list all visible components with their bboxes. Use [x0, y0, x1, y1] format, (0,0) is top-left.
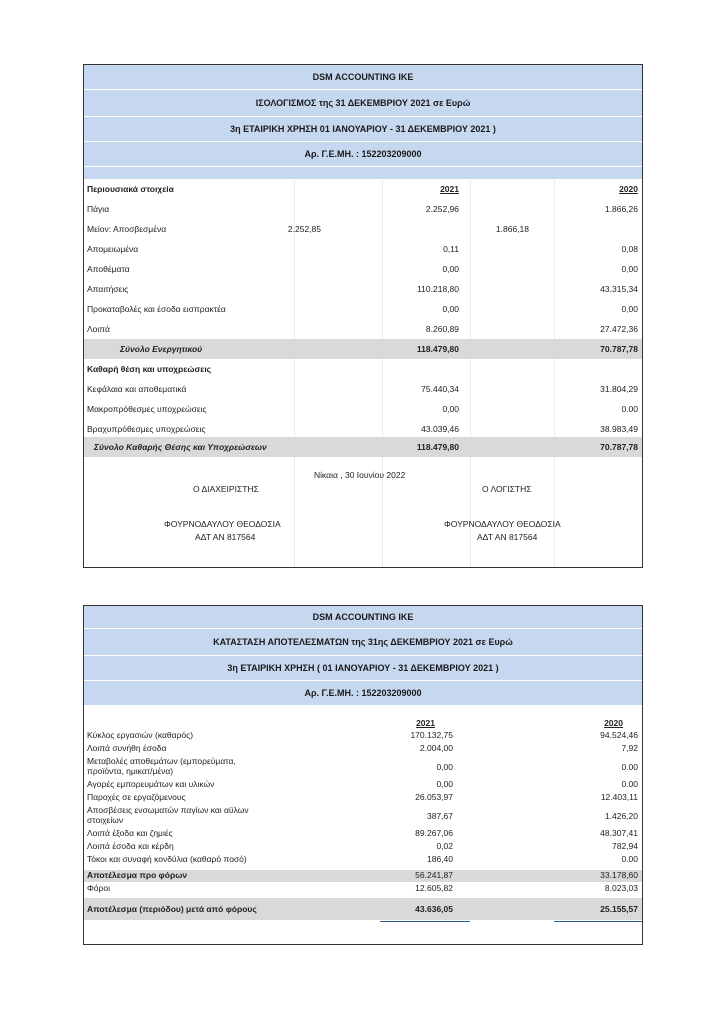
pretax-label: Αποτέλεσμα προ φόρων — [87, 870, 188, 880]
liability-2021: 43.039,46 — [421, 424, 459, 434]
total-assets-row — [84, 339, 642, 359]
net-result-2020: 25.155,57 — [600, 904, 638, 914]
income-label: Λοιπά συνήθη έσοδα — [87, 743, 167, 753]
asset-net-2020: 1.866,26 — [604, 204, 638, 214]
manager-title: Ο ΔΙΑΧΕΙΡΙΣΤΗΣ — [193, 484, 259, 494]
asset-label: Πάγια — [87, 204, 110, 214]
liability-label: Μακροπρόθεσμες υποχρεώσεις — [87, 404, 207, 414]
income-2020: 1.426,20 — [604, 811, 638, 821]
company-name: DSM ACCOUNTING IKE — [84, 606, 642, 629]
income-2020: 7,92 — [621, 743, 638, 753]
asset-row — [84, 219, 642, 239]
balance-title: ΙΣΟΛΟΓΙΣΜΟΣ της 31 ΔΕΚΕΜΒΡΙΟΥ 2021 σε Ευρώ — [84, 90, 642, 117]
asset-net-2021: 8.260,89 — [425, 324, 459, 334]
asset-net-2021: 110.218,80 — [417, 284, 459, 294]
asset-label: Αποθέματα — [87, 264, 130, 274]
income-2020: 12.403,11 — [600, 792, 638, 802]
tax-2020: 8.023,03 — [604, 883, 638, 893]
tax-label: Φόροι — [87, 883, 110, 893]
underline-2021 — [380, 921, 470, 922]
asset-gross-2020: 1.866,18 — [495, 224, 529, 234]
income-2021: 0,02 — [436, 841, 453, 851]
total-liabilities-2021: 118.479,80 — [416, 442, 459, 452]
income-2020: 0.00 — [621, 762, 638, 772]
income-2021: 2.004,00 — [419, 743, 453, 753]
income-label: Λοιπά έσοδα και κέρδη — [87, 841, 174, 851]
gemi-number: Αρ. Γ.Ε.ΜΗ. : 152203209000 — [84, 142, 642, 167]
income-2020: 48.307,41 — [600, 828, 638, 838]
income-2020: 94.524,46 — [600, 730, 638, 740]
manager-name: ΦΟΥΡΝΟΔΑΥΛΟΥ ΘΕΟΔΟΣΙΑ — [164, 519, 281, 529]
asset-label: Απαιτήσεις — [87, 284, 129, 294]
income-row — [84, 854, 642, 866]
underline-2020 — [554, 921, 642, 922]
income-row — [84, 805, 642, 827]
income-label-cont: στοιχείων — [87, 815, 124, 825]
asset-gross-2021: 2.252,85 — [287, 224, 321, 234]
asset-net-2020: 0,08 — [621, 244, 638, 254]
asset-net-2020: 0,00 — [621, 264, 638, 274]
balance-sheet-panel — [83, 64, 643, 568]
asset-row — [84, 319, 642, 339]
income-title: ΚΑΤΑΣΤΑΣΗ ΑΠΟΤΕΛΕΣΜΑΤΩΝ της 31ης ΔΕΚΕΜΒΡΙΟΥ 2021 σε Ευρώ — [84, 629, 642, 656]
liability-row — [84, 399, 642, 419]
income-label: Λοιπά έξοδα και ζημιές — [87, 828, 173, 838]
total-assets-2021: 118.479,80 — [416, 344, 459, 354]
income-row — [84, 756, 642, 778]
year-current: 2021 — [416, 718, 435, 728]
liability-label: Βραχυπρόθεσμες υποχρεώσεις — [87, 424, 206, 434]
company-name: DSM ACCOUNTING IKE — [84, 65, 642, 90]
asset-net-2020: 43.315,34 — [600, 284, 638, 294]
net-result-2021: 43.636,05 — [415, 904, 453, 914]
income-label: Παροχές σε εργαζόμενους — [87, 792, 186, 802]
net-result-label: Αποτέλεσμα (περιόδου) μετά από φόρους — [87, 904, 257, 914]
asset-row — [84, 299, 642, 319]
income-row — [84, 730, 642, 742]
assets-heading: Περιουσιακά στοιχεία — [87, 184, 174, 194]
year-current: 2021 — [440, 184, 459, 194]
total-liabilities-2020: 70.787,78 — [600, 442, 638, 452]
income-row — [84, 779, 642, 791]
asset-label: Μείον: Αποσβεσμένα — [87, 224, 167, 234]
liability-2020: 0.00 — [621, 404, 638, 414]
income-2021: 0,00 — [436, 762, 453, 772]
income-label: Κύκλος εργασιών (καθαρός) — [87, 730, 194, 740]
net-result-row — [84, 898, 642, 920]
income-row — [84, 792, 642, 804]
liability-2021: 0,00 — [442, 404, 459, 414]
income-row — [84, 743, 642, 755]
pretax-2021: 56.241,87 — [415, 870, 453, 880]
asset-row — [84, 259, 642, 279]
asset-net-2021: 2.252,96 — [425, 204, 459, 214]
manager-id: ΑΔΤ ΑΝ 817564 — [195, 532, 256, 542]
income-2021: 170.132,75 — [410, 730, 453, 740]
income-label-cont: προϊόντα, ημικατ/μένα) — [87, 766, 174, 776]
asset-label: Λοιπά — [87, 324, 110, 334]
pretax-row — [84, 870, 642, 882]
income-2021: 26.053,97 — [415, 792, 453, 802]
income-statement-panel — [83, 605, 643, 945]
gemi-number: Αρ. Γ.Ε.ΜΗ. : 152203209000 — [84, 681, 642, 706]
pretax-2020: 33.178,60 — [600, 870, 638, 880]
asset-net-2021: 0,00 — [442, 304, 459, 314]
accountant-name: ΦΟΥΡΝΟΔΑΥΛΟΥ ΘΕΟΔΟΣΙΑ — [444, 519, 561, 529]
accountant-id: ΑΔΤ ΑΝ 817564 — [477, 532, 538, 542]
liability-2020: 31.804,29 — [600, 384, 638, 394]
asset-net-2021: 0,11 — [443, 244, 459, 254]
place-date: Νίκαια , 30 Ιουνίου 2022 — [314, 470, 406, 480]
income-2020: 0.00 — [621, 779, 638, 789]
income-label: Αγορές εμπορευμάτων και υλικών — [87, 779, 215, 789]
income-2021: 186,40 — [427, 854, 453, 864]
asset-label: Απομειωμένα — [87, 244, 139, 254]
liability-2021: 75.440,34 — [421, 384, 459, 394]
income-label: Αποσβέσεις ενσωματών παγίων και αϋλων — [87, 805, 249, 815]
income-2021: 387,67 — [427, 811, 453, 821]
income-2021: 0,00 — [436, 779, 453, 789]
equity-heading-row — [84, 359, 642, 379]
year-previous: 2020 — [604, 718, 623, 728]
income-2021: 89.267,06 — [415, 828, 453, 838]
asset-row — [84, 279, 642, 299]
asset-net-2020: 27.472,36 — [600, 324, 638, 334]
year-previous: 2020 — [619, 184, 638, 194]
total-liabilities-row — [84, 437, 642, 457]
fiscal-period: 3η ΕΤΑΙΡΙΚΗ ΧΡΗΣΗ 01 ΙΑΝΟΥΑΡΙΟΥ - 31 ΔΕΚΕΜΒΡΙΟΥ 2021 ) — [84, 117, 642, 142]
total-liabilities-label: Σύνολο Καθαρής Θέσης και Υποχρεώσεων — [94, 442, 267, 452]
equity-heading: Καθαρή θέση και υποχρεώσεις — [87, 364, 212, 374]
asset-row — [84, 199, 642, 219]
liability-2020: 38.983,49 — [600, 424, 638, 434]
liability-row — [84, 419, 642, 439]
fiscal-period: 3η ΕΤΑΙΡΙΚΗ ΧΡΗΣΗ ( 01 ΙΑΝΟΥΑΡΙΟΥ - 31 ΔΕΚΕΜΒΡΙΟΥ 2021 ) — [84, 656, 642, 681]
liability-label: Κεφάλαια και αποθεματικά — [87, 384, 187, 394]
column-header-row — [84, 718, 642, 730]
asset-label: Προκαταβολές και έσοδα εισπρακτέα — [87, 304, 226, 314]
income-2020: 0.00 — [621, 854, 638, 864]
total-assets-label: Σύνολο Ενεργητικού — [120, 344, 203, 354]
income-2020: 782,94 — [612, 841, 638, 851]
income-row — [84, 841, 642, 853]
column-header-row — [84, 179, 642, 199]
accountant-title: Ο ΛΟΓΙΣΤΗΣ — [482, 484, 532, 494]
asset-net-2020: 0,00 — [621, 304, 638, 314]
tax-row — [84, 883, 642, 895]
income-label: Τόκοι και συναφή κονδύλια (καθαρό ποσό) — [87, 854, 247, 864]
tax-2021: 12.605,82 — [415, 883, 453, 893]
income-row — [84, 828, 642, 840]
asset-row — [84, 239, 642, 259]
income-label: Μεταβολές αποθεμάτων (εμπορεύματα, — [87, 756, 236, 766]
asset-net-2021: 0,00 — [442, 264, 459, 274]
total-assets-2020: 70.787,78 — [600, 344, 638, 354]
liability-row — [84, 379, 642, 399]
